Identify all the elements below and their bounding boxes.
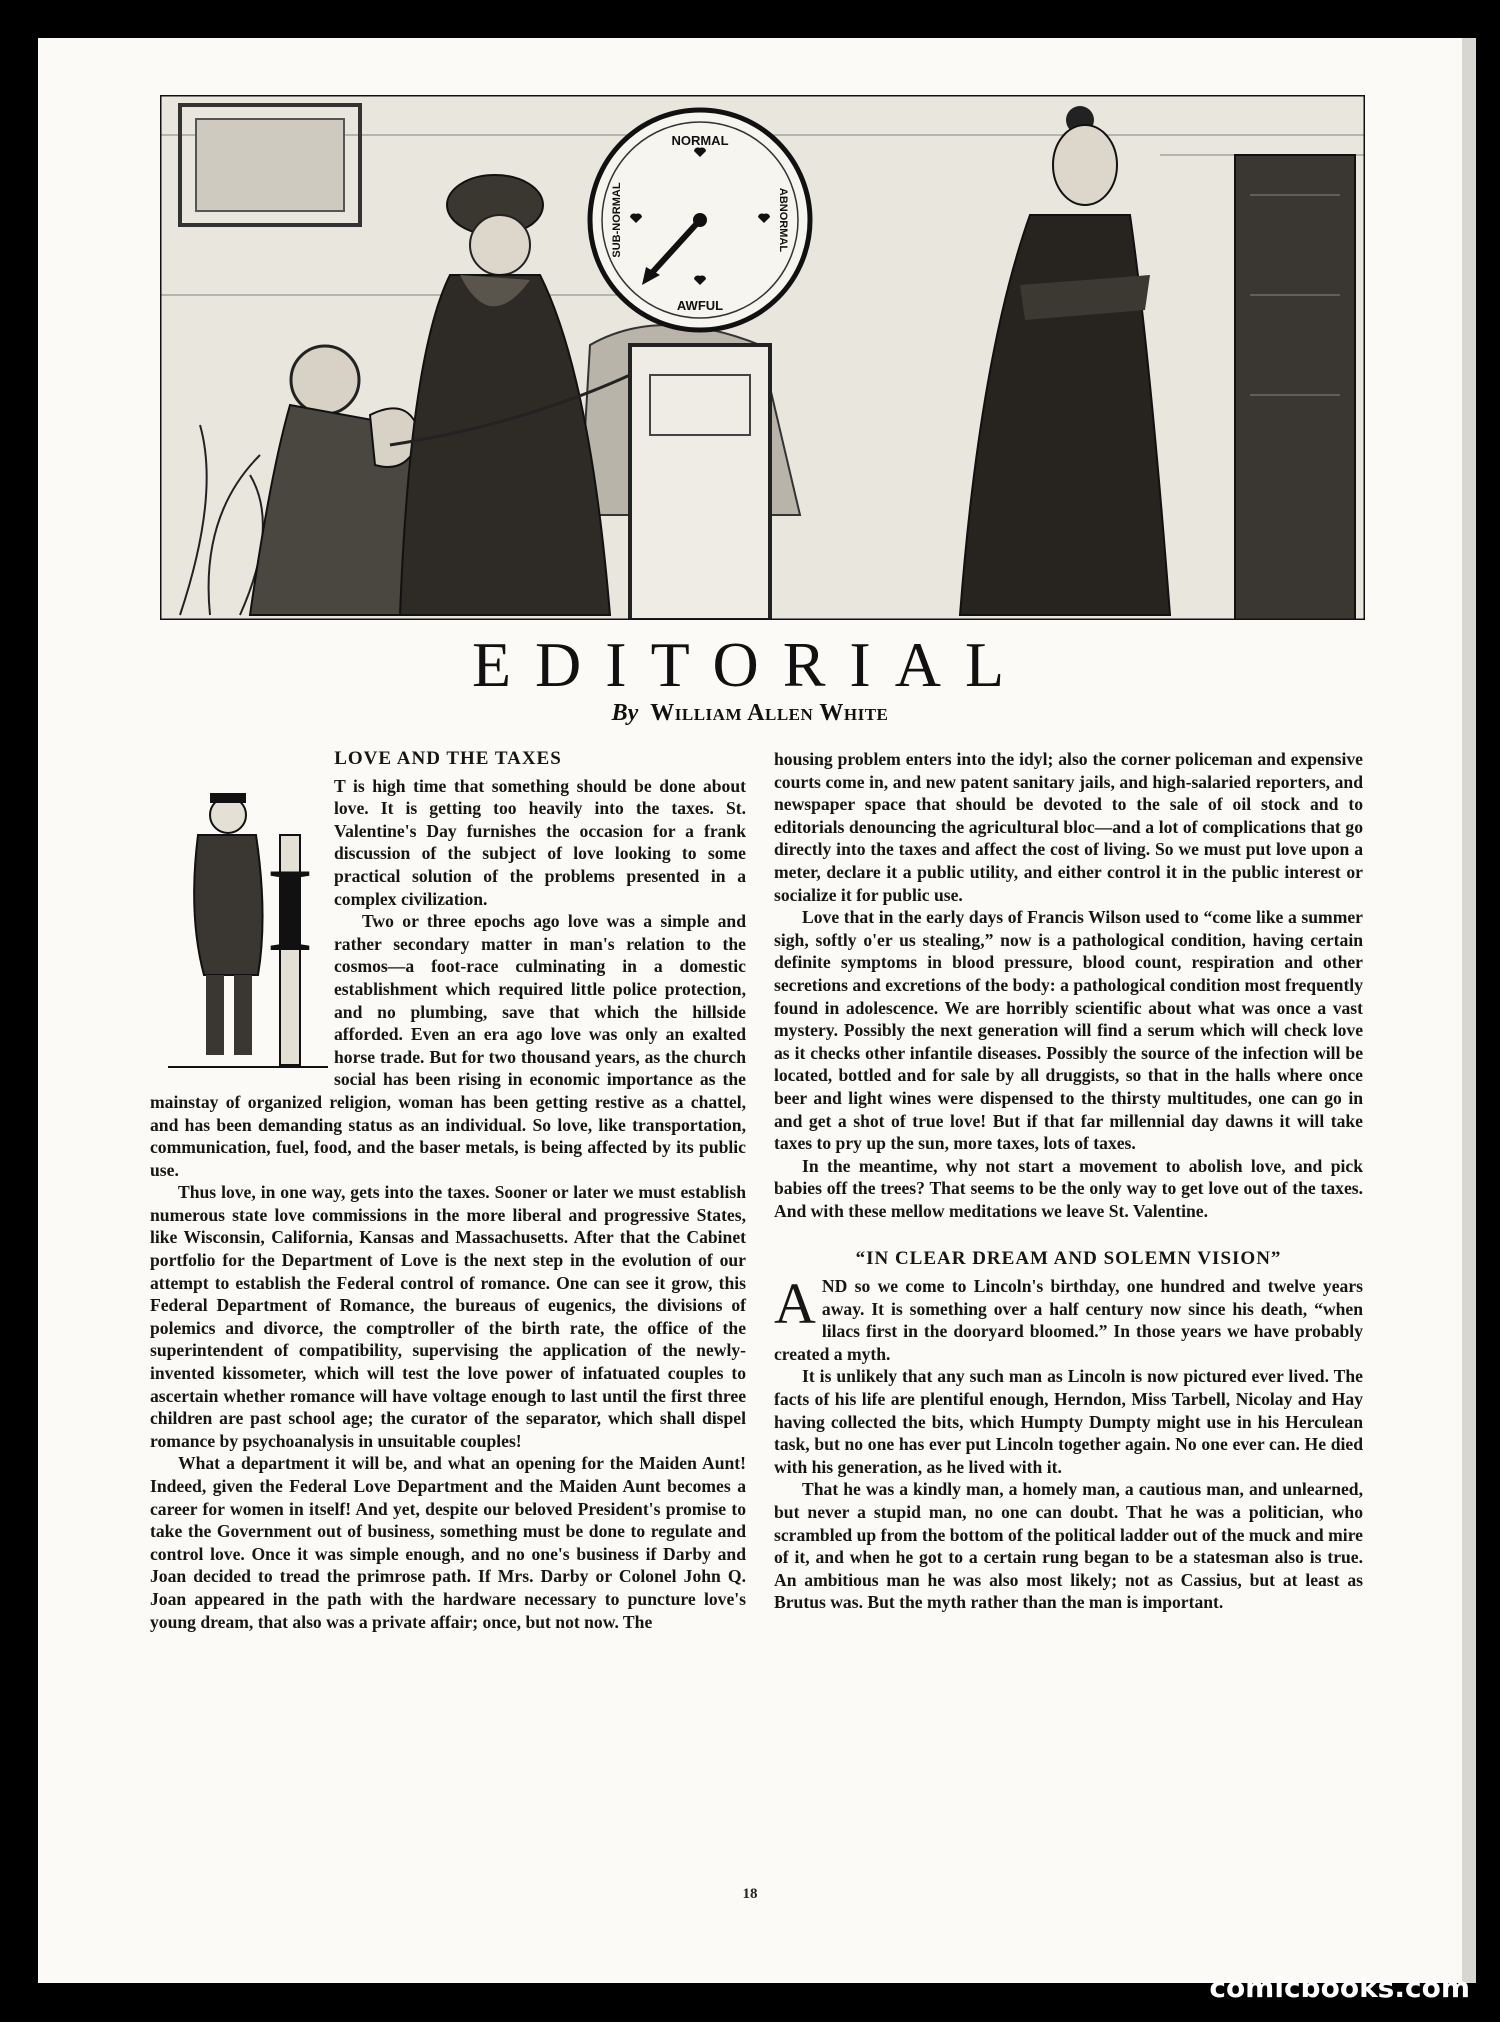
cartoon-illustration [160, 95, 1365, 620]
dropcap-letter-i: I [266, 842, 314, 976]
left-column [150, 748, 746, 1633]
author-name: William Allen White [650, 700, 889, 726]
article1-paragraph-4: What a department it will be, and what an opening for the Maiden Aunt! Indeed, given the Federal Love Department and the Maiden Aunt becomes a career for women in itself! And yet, despite our beloved President's promise to take the Government out of business, something must be done to regulate and control love. Once it was simple enough, and no one's business if Darby and Joan decided to tread the primrose path. If Mrs. Darby or Colonel John Q. Joan appeared in the path with the hardware necessary to puncture love's young dream, that also was a private affair; once, but not now. The [150, 1453, 746, 1632]
right-column [774, 748, 1363, 1614]
article1-continued-3: In the meantime, why not start a movement to abolish love, and pick babies off the trees? That seems to be the only way to get love out of the taxes. And with these mellow meditations we leave St. Valentine. [774, 1155, 1363, 1221]
article2-paragraph-1: ND so we come to Lincoln's birthday, one hundred and twelve years away. It is something over a half century now since his death, “when lilacs first in the dooryard bloomed.” In those years we have probably created a myth. [774, 1276, 1363, 1364]
article2-heading: “IN CLEAR DREAM AND SOLEMN VISION” [855, 1248, 1282, 1270]
meter-label-awful: AWFUL [676, 298, 724, 313]
page-title: EDITORIAL [471, 629, 1029, 700]
article1-paragraph-2: Two or three epochs ago love was a simple and rather secondary matter in man's relation to the cosmos—a foot-race culminating in a domestic establishment which required little police protection, and no plumbing, save that which the hillside afforded. Even an era ago love was only an exalted horse trade. But for two thousand years, as the church social has been rising in economic importance as the mainstay of organized religion, woman has been getting restive as a chattel, and has been demanding status as an individual. So love, like transportation, communication, fuel, food, and the baser metals, is being affected by its public use. [150, 911, 746, 1180]
meter-label-abnormal: ABNORMAL [777, 187, 789, 253]
meter-label-subnormal: SUB-NORMAL [611, 182, 623, 258]
byline-by: By [611, 700, 639, 726]
article2-paragraph-2: It is unlikely that any such man as Lincoln is now pictured ever lived. The facts of his life are plentiful enough, Herndon, Miss Tarbell, Nicolay and Hay having collected the bits, which Humpty Dumpty might use in his Herculean task, but no one has ever put Lincoln together again. No one ever can. He died with his generation, as he lived with it. [774, 1366, 1363, 1477]
meter-label-normal: NORMAL [671, 133, 729, 148]
watermark: comicbooks.com [1209, 1971, 1470, 2004]
dropcap-cartoon-policeman [168, 775, 328, 1075]
article1-heading: LOVE AND THE TAXES [334, 748, 562, 769]
facing-page-edge [1462, 38, 1476, 1983]
page-number: 18 [742, 1886, 758, 1902]
article2-paragraph-3: That he was a kindly man, a homely man, a cautious man, and unlearned, but never a stupid man, no one can doubt. That he was a politician, who scrambled up from the bottom of the political ladder out of the muck and mire of it, and when he got to a certain rung began to be a statesman also is true. An ambitious man he was also most likely; not as Cassius, but at least as Brutus was. But the myth rather than the man is important. [774, 1479, 1363, 1613]
byline [0, 700, 1500, 727]
article1-continued-1: housing problem enters into the idyl; also the corner policeman and expensive courts come in, and new patent sanitary jails, and high-salaried reporters, and newspaper space that should be devoted to the sale of oil stock and to editorials denouncing the agricultural bloc—and a lot of complications that go directly into the taxes and affect the cost of living. So we must put love upon a meter, declare it a public utility, and either control it in the public interest or socialize it for public use. [774, 749, 1363, 905]
article1-continued-2: Love that in the early days of Francis Wilson used to “come like a summer sigh, softly o'er us stealing,” now is a pathological condition, having certain definite symptoms in blood pressure, blood count, respiration and other secretions and excretions of the body: a pathological condition most frequently found in adolescence. We are horribly scientific about what was once a vast mystery. Possibly the next generation will find a serum which will check love as it checks other infantile diseases. Possibly the source of the infection will be located, bottled and for sale by all druggists, so that in the halls where once beer and light wines were dispensed to the thirsty multitudes, one can go in and get a shot of true love! But if that far millennial day dawns it will take taxes to pry up the sun, more taxes, lots of taxes. [774, 907, 1363, 1154]
article1-paragraph-3: Thus love, in one way, gets into the taxes. Sooner or later we must establish numerous state love commissions in the more liberal and progressive States, like Wisconsin, California, Kansas and Massachusetts. After that the Cabinet portfolio for the Department of Love is the next step in the evolution of our attempt to establish the Federal control of romance. One can see it grow, this Federal Department of Romance, the bureaus of eugenics, the divisions of polemics and divorce, the comptroller of the birth rate, the office of the superintendent of compatibility, supervising the application of the newly-invented kissometer, which will test the love power of infatuated couples to ascertain whether romance will have voltage enough to last until the first three children are past school age; the curator of the separator, which shall dispel romance by psychoanalysis in unsuitable couples! [150, 1182, 746, 1451]
article1-paragraph-1: T is high time that something should be done about love. It is getting too heavily into the taxes. St. Valentine's Day furnishes the occasion for a frank discussion of the subject of love looking to some practical solution of the problems presented in a complex civilization. [334, 775, 746, 909]
dropcap-letter-a: A [774, 1271, 816, 1337]
